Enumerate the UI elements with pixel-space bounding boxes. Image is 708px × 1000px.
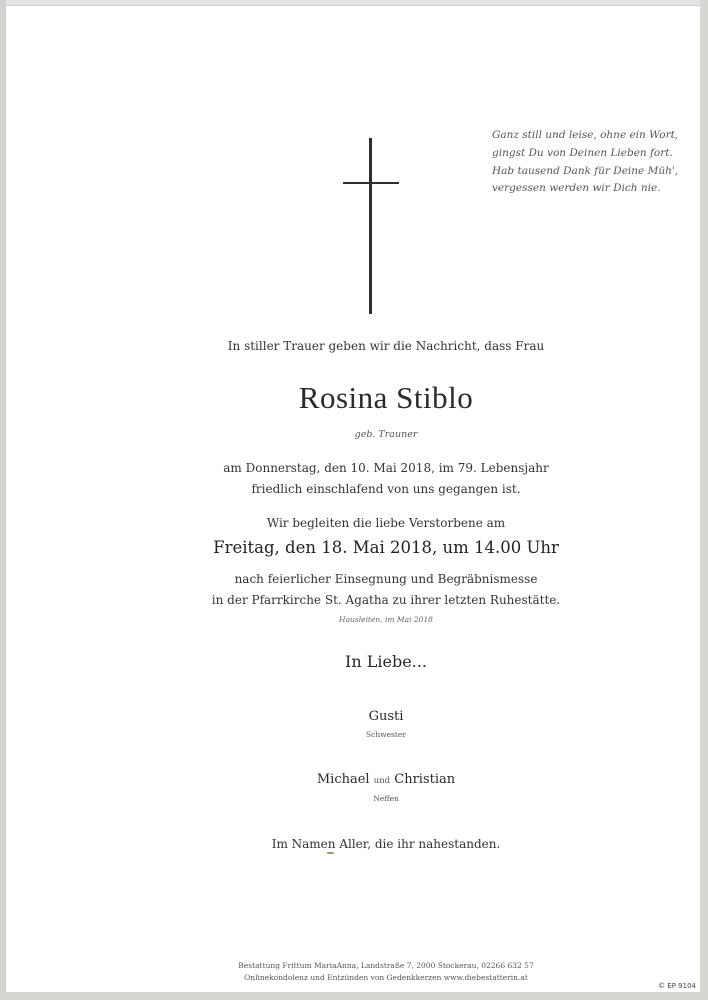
funeral-detail-line: in der Pfarrkirche St. Agatha zu ihrer letzten Ruhestätte.	[211, 593, 561, 607]
mourner-name: Michael	[316, 772, 370, 787]
in-love-heading: In Liebe...	[345, 652, 427, 671]
poem-line: vergessen werden wir Dich nie.	[492, 182, 661, 195]
scan-edge-bottom	[0, 992, 708, 1000]
mourner-names	[6, 772, 708, 787]
death-notice-line: am Donnerstag, den 10. Mai 2018, im 79. Lebensjahr	[223, 461, 549, 475]
mourner-name: Christian	[394, 772, 456, 787]
mourner-relation: Schwester	[366, 730, 406, 739]
deceased-name: Rosina Stiblo	[298, 380, 474, 415]
poem-line: Ganz still und leise, ohne ein Wort,	[492, 129, 679, 141]
footer-line: Onlinekondolenz und Entzünden von Gedenkkerzen www.diebestatterin.at	[244, 973, 528, 982]
death-notice-line: friedlich einschlafend von uns gegangen ist.	[251, 482, 521, 496]
scan-edge-right	[700, 0, 708, 1000]
cross-icon	[343, 138, 399, 314]
memorial-poem	[492, 127, 692, 198]
obituary-card	[6, 6, 700, 992]
birth-name: geb. Trauner	[354, 429, 418, 440]
poem-line: Hab tausend Dank für Deine Müh',	[492, 164, 679, 177]
mourner-name: Gusti	[368, 709, 404, 724]
place-date: Hausleiten, im Mai 2018	[339, 615, 433, 624]
name-connector: und	[373, 776, 391, 786]
closing-text: Im Namen Aller, die ihr nahestanden.	[271, 837, 501, 851]
footer-line: Bestattung Frittum MariaAnna, Landstraße 7, 2000 Stockerau, 02266 632 57	[238, 961, 534, 970]
scan-mark	[327, 852, 334, 854]
funeral-detail-line: nach feierlicher Einsegnung und Begräbnismesse	[234, 572, 538, 586]
funeral-intro: Wir begleiten die liebe Verstorbene am	[266, 516, 506, 530]
funeral-date: Freitag, den 18. Mai 2018, um 14.00 Uhr	[213, 538, 559, 557]
poem-line: gingst Du von Deinen Lieben fort.	[492, 146, 673, 159]
mourner-relation: Neffen	[373, 794, 399, 803]
intro-text: In stiller Trauer geben wir die Nachricht, dass Frau	[227, 339, 545, 353]
print-code: © EP 9104	[658, 982, 696, 990]
